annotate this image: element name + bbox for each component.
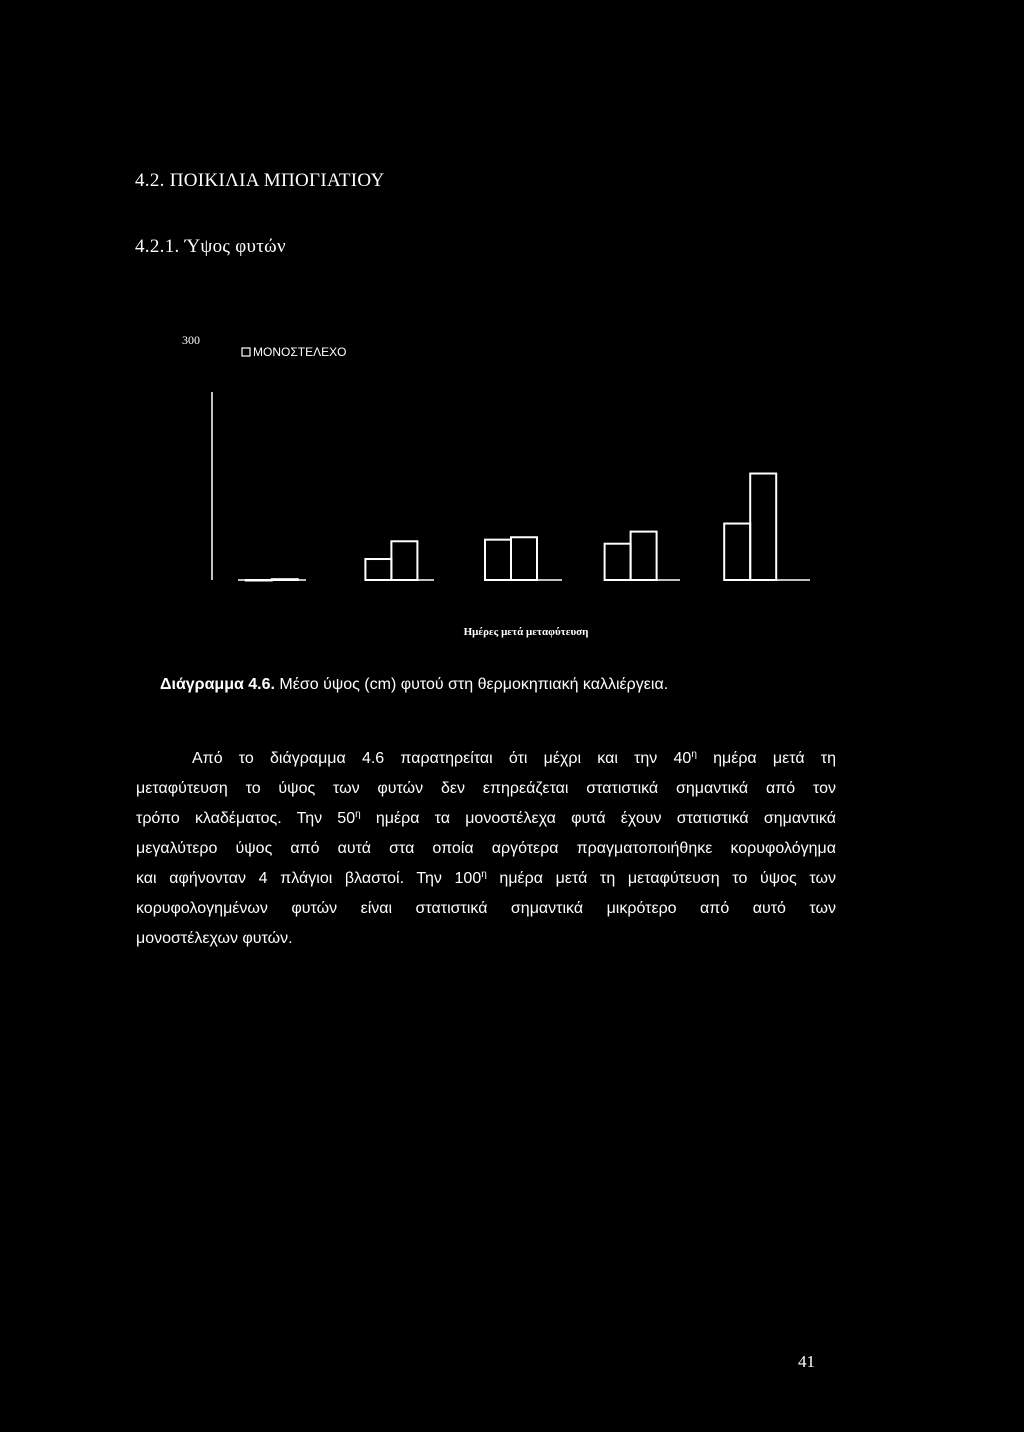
bar-series-2 — [511, 537, 537, 580]
x-axis-label: Ημέρες μετά μεταφύτευση — [463, 626, 589, 638]
figure-caption-label: Διάγραμμα 4.6. — [160, 676, 275, 693]
paragraph-line: μονοστέλεχων φυτών. — [136, 930, 293, 947]
bar-series-1 — [246, 580, 272, 581]
paragraph-line: κορυφολογημένων φυτών είναι στατιστικά σημαντικά μικρότερο από αυτό των — [136, 900, 836, 917]
bar-series-1 — [605, 544, 631, 580]
paragraph-line: Από το διάγραμμα 4.6 παρατηρείται ότι μέχρι και την $40^\eta$ ημέρα μετά τη — [192, 749, 836, 767]
legend-swatch — [242, 348, 250, 356]
body-paragraph — [136, 744, 836, 954]
legend-label: ΜΟΝΟΣΤΕΛΕΧΟ — [253, 345, 347, 359]
bar-series-2 — [750, 474, 776, 580]
paragraph-line: τρόπο κλαδέματος. Την $50^\eta$ ημέρα τα μονοστέλεχα φυτά έχουν στατιστικά σημαντικά — [136, 809, 837, 827]
bar-series-2 — [272, 579, 298, 580]
paragraph-line: μεγαλύτερο ύψος από αυτά στα οποία αργότερα πραγματοποιήθηκε κορυφολόγημα — [136, 840, 836, 857]
bar-series-1 — [724, 524, 750, 580]
plant-height-bar-chart — [170, 320, 830, 640]
section-heading: 4.2. ΠΟΙΚΙΛΙΑ ΜΠΟΓΙΑΤΙΟΥ — [135, 170, 385, 191]
bar-series-2 — [391, 541, 417, 580]
bar-series-2 — [631, 532, 657, 580]
paragraph-line: και αφήνονταν 4 πλάγιοι βλαστοί. Την $100^\eta$ ημέρα μετά τη μεταφύτευση το ύψος των — [136, 869, 836, 887]
paragraph-line: μεταφύτευση το ύψος των φυτών δεν επηρεάζεται στατιστικά σημαντικά από τον — [136, 780, 836, 797]
y-tick-label: 300 — [182, 333, 200, 347]
figure-caption-text: Μέσο ύψος (cm) φυτού στη θερμοκηπιακή καλλιέργεια. — [274, 676, 669, 693]
bar-series-1 — [485, 540, 511, 580]
figure-caption — [160, 676, 668, 694]
bar-series-1 — [365, 559, 391, 580]
page-number: 41 — [798, 1352, 815, 1371]
subsection-heading: 4.2.1. Ύψος φυτών — [135, 236, 286, 257]
